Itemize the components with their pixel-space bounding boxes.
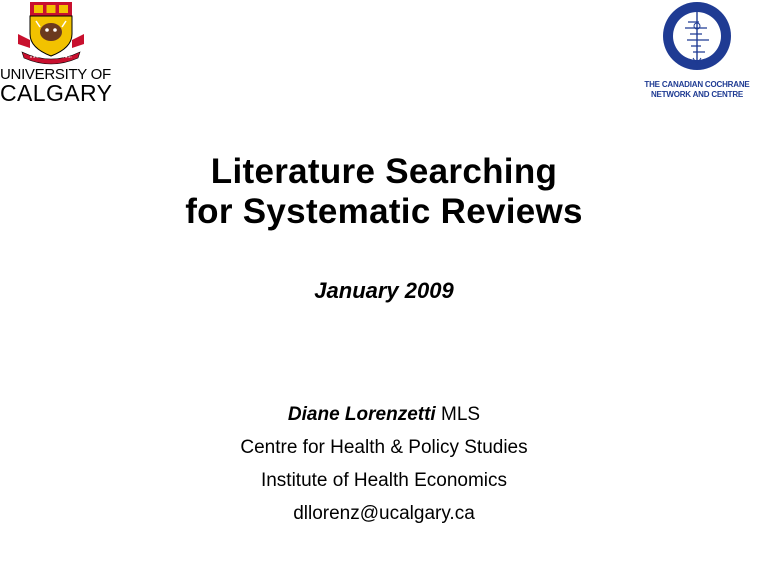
author-affiliation-1: Centre for Health & Policy Studies <box>240 437 528 458</box>
author-email: dllorenz@ucalgary.ca <box>293 503 475 524</box>
author-credential: MLS <box>441 404 481 425</box>
slide-title <box>84 152 684 232</box>
slide-title-line1: Literature Searching <box>210 152 558 191</box>
university-crest-icon <box>14 0 88 66</box>
slide-date: January 2009 <box>314 278 454 303</box>
university-name-line2: CALGARY <box>0 80 113 106</box>
author-block <box>84 398 684 530</box>
university-name-line1: UNIVERSITY OF <box>0 66 111 83</box>
author-line <box>84 398 684 431</box>
cochrane-name <box>636 80 758 100</box>
author-name: Diane Lorenzetti <box>287 404 436 425</box>
cochrane-logo <box>636 0 768 112</box>
university-of-calgary-logo <box>0 0 113 110</box>
cochrane-logo-icon <box>657 0 737 76</box>
slide-title-line2: for Systematic Reviews <box>185 192 583 231</box>
cochrane-name-line1: THE CANADIAN COCHRANE <box>644 80 750 89</box>
cochrane-name-line2: NETWORK AND CENTRE <box>650 90 744 99</box>
author-affiliation-2: Institute of Health Economics <box>260 470 508 491</box>
